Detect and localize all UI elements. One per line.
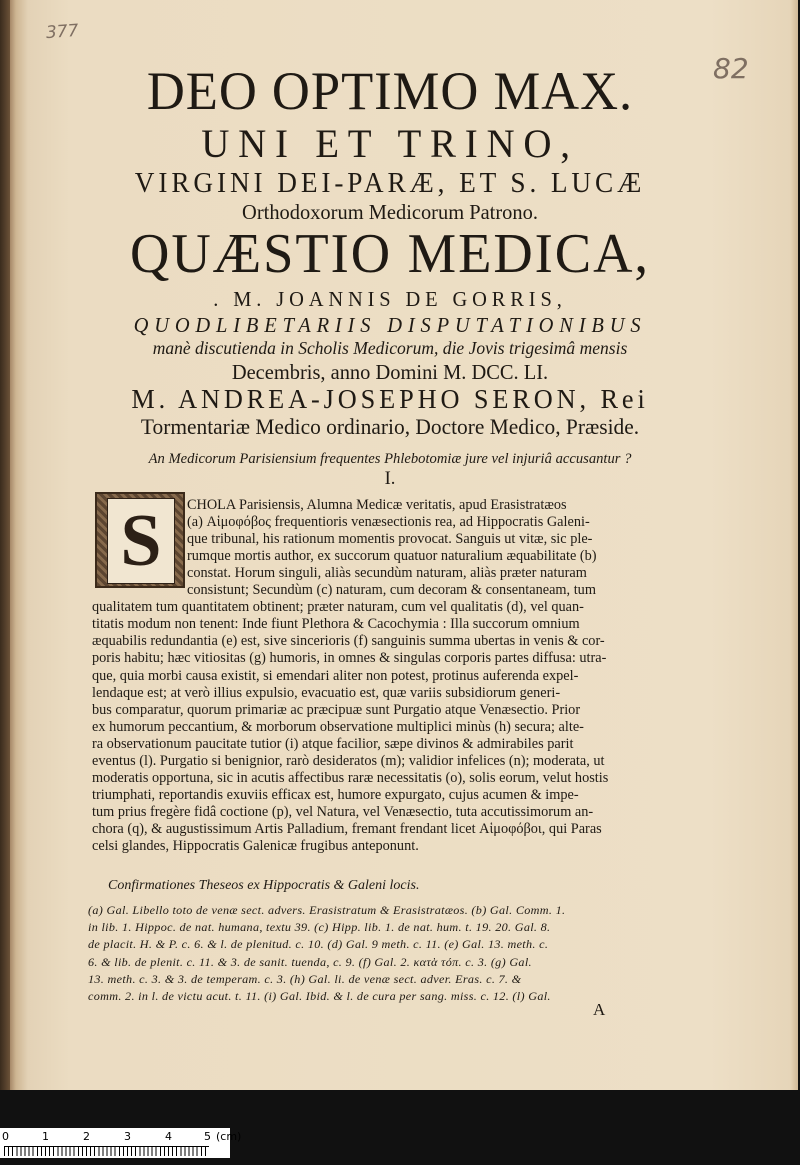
title-line-4: Orthodoxorum Medicorum Patrono. [242,200,538,224]
body-line: æquabilis redundantia (e) est, sive sincerioris (f) sanguinis summa ubertas in venis & cor- [92,633,605,650]
ruler-ticks [4,1146,209,1156]
handwritten-shelfmark: 377 [45,20,80,44]
body-line: ra observationum paucitate tutior (i) atque facilior, sæpe divinos & admirabiles parit [92,735,574,752]
body-line: que, quia morbi causa existit, si emendari aliter non potest, protinus auferenda expel- [92,667,579,684]
signature-mark: A [593,1000,606,1019]
title-line-3: VIRGINI DEI-PARÆ, ET S. LUCÆ [134,168,646,199]
body-line: moderatis opportuna, sic in acutis affectibus raræ necessitatis (o), solis eorum, velut hostis [92,769,609,786]
disputation-detail: manè discutienda in Scholis Medicorum, die Jovis trigesimâ mensis [152,338,628,358]
section-number: I. [384,468,396,489]
footnote-line: comm. 2. in l. de victu acut. t. 11. (i) Gal. Ibid. & l. de cura per sang. miss. c. 12. (l) Gal. [88,990,551,1003]
ruler-label: 3 [124,1130,131,1143]
body-line: celsi glandes, Hippocratis Galenicæ frugibus anteponunt. [92,838,419,854]
body-line: constat. Horum singuli, aliàs secundùm naturam, aliàs præter naturam [187,565,587,582]
footnote-line: in lib. 1. Hippoc. de nat. humana, textu 39. (c) Hipp. lib. 1. de nat. hum. t. 19. 20. Gal. 8. [88,921,551,935]
footnote-line: 13. meth. c. 3. & 3. de temperam. c. 3. (h) Gal. li. de venæ sect. adver. Eras. c. 7. & [88,972,522,986]
drop-cap-letter: S [107,498,175,584]
body-line: chora (q), & augustissimum Artis Palladium, fremant frendant licet Αἱμοφόβοι, qui Paras [92,820,602,837]
body-line: qualitatem tum quantitatem obtinent; præter naturam, cum vel qualitatis (d), vel quan- [92,599,584,616]
body-line: ex humorum peccantium, & morborum observatione multiplici minùs (h) secura; alte- [92,718,584,735]
praeses-title: Tormentariæ Medico ordinario, Doctore Medico, Præside. [140,414,640,439]
ornamental-drop-cap [95,492,185,588]
ruler-label: 5 [204,1130,211,1143]
question-line: An Medicorum Parisiensium frequentes Phlebotomiæ jure vel injuriâ accusantur ? [148,451,632,467]
body-line: bus comparatur, quorum primariæ ac præcipuæ sunt Purgatio atque Venæsectio. Prior [92,701,581,718]
footnote-line: (a) Gal. Libello toto de venæ sect. advers. Erasistratum & Erasistratæos. (b) Gal. Comm. 1. [88,904,566,917]
respondent-name: . M. JOANNIS DE GORRIS, [213,287,567,311]
body-line: poris habitu; hæc vitiositas (g) humoris, in omnes & singulas corporis partes diffusa: utra- [92,650,607,667]
quaestio-heading: QUÆSTIO MEDICA, [130,223,650,285]
title-line-1: DEO OPTIMO MAX. [146,61,634,121]
body-line: CHOLA Parisiensis, Alumna Medicæ veritatis, apud Erasistratæos [187,497,567,513]
body-line: lendaque est; at verò illius expulsio, evacuatio est, quæ variis subsidiorum generi- [92,684,561,701]
disputation-date: Decembris, anno Domini M. DCC. LI. [231,360,549,384]
disputation-line: QUODLIBETARIIS DISPUTATIONIBUS [133,313,647,337]
body-line: tum prius fregère fidâ coctione (p), vel Natura, vel Venæsectio, tuta accutissimorum an- [92,803,594,820]
ruler-label: 0 [2,1130,9,1143]
footnote-line: 6. & lib. de plenit. c. 11. & 3. de sanit. tuenda, c. 9. (f) Gal. 2. κατὰ τόπ. c. 3. (g) Gal. [88,955,532,969]
body-line: que tribunal, his rationum momentis provocat. Sanguis ut vitæ, sic ple- [187,531,593,548]
ruler-unit: (cm) [216,1130,242,1143]
body-line: consistunt; Secundùm (c) naturam, cum decoram & consentaneam, tum [187,582,596,599]
body-line: (a) Αἱμοφόβος frequentioris venæsectionis rea, ad Hippocratis Galeni- [187,514,590,531]
ruler-label: 1 [42,1130,49,1143]
ruler-label: 2 [83,1130,90,1143]
ruler-label: 4 [165,1130,172,1143]
body-line: titatis modum non tenent: Inde fiunt Plethora & Cacochymia : Illa succorum omnium [92,616,580,633]
body-line: eventus (l). Purgatio si benignior, rarò desideratos (m); validior infelices (n); moderata, ut [92,752,605,769]
measurement-ruler [0,1128,242,1158]
book-gutter [0,0,10,1090]
book-page [10,0,798,1090]
confirmation-heading: Confirmationes Theseos ex Hippocratis & Galeni locis. [108,878,420,893]
body-line: triumphati, reportandis exuviis efficax est, humore expurgato, cujus acumen & impe- [92,786,579,803]
handwritten-folio-number: 82 [713,52,749,85]
title-line-2: UNI ET TRINO, [201,121,579,166]
footnote-line: de placit. H. & P. c. 6. & l. de plenitud. c. 10. (d) Gal. 9 meth. c. 11. (e) Gal. 13. meth. c. [88,938,549,952]
praeses-name: M. ANDREA-JOSEPHO SERON, Rei [131,384,649,414]
body-line: rumque mortis author, ex succorum quatuor naturalium æquabilitate (b) [187,548,597,565]
